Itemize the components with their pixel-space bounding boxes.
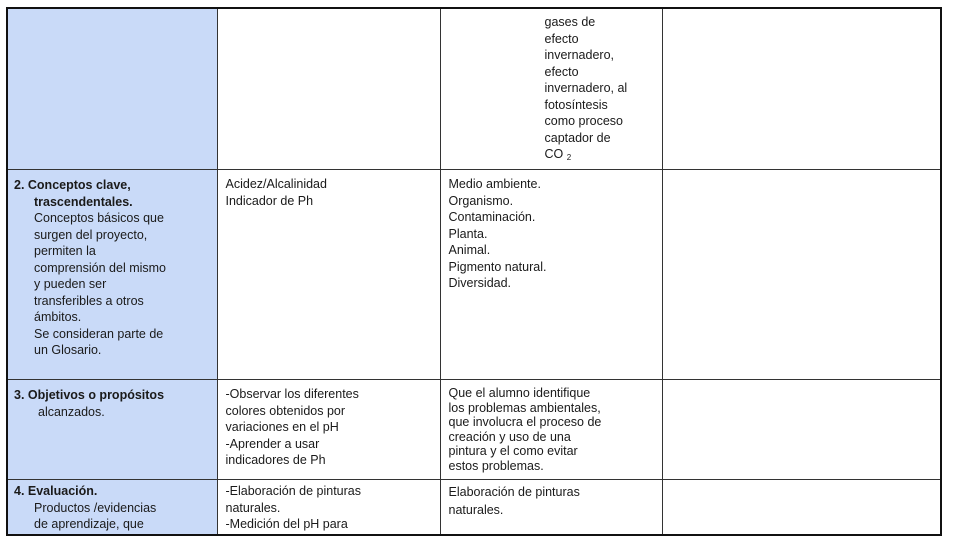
cell-line: naturales. bbox=[225, 500, 281, 515]
table-cell bbox=[217, 170, 440, 380]
cell-line: colores obtenidos por bbox=[225, 403, 346, 418]
cell-line: indicadores de Ph bbox=[225, 453, 326, 467]
cell-line: como proceso bbox=[544, 114, 624, 128]
table-cell bbox=[662, 380, 941, 480]
cell-line: Elaboración de pinturas bbox=[448, 485, 580, 499]
cell-line: variaciones en el pH bbox=[225, 420, 339, 434]
cell-line: invernadero, bbox=[544, 48, 614, 62]
table-cell bbox=[662, 8, 941, 170]
row-label-cell bbox=[7, 8, 217, 170]
cell-line: Indicador de Ph bbox=[225, 193, 314, 208]
cell-line: Organismo. bbox=[448, 193, 514, 208]
cell-line: gases de bbox=[544, 15, 596, 29]
row-description-line: Productos /evidencias bbox=[34, 500, 157, 515]
table-cell bbox=[440, 8, 662, 170]
table-cell bbox=[662, 170, 941, 380]
row-description-line: y pueden ser bbox=[34, 277, 107, 291]
cell-line: estos problemas. bbox=[448, 458, 544, 473]
cell-line: invernadero, al bbox=[544, 81, 628, 95]
cell-line: Diversidad. bbox=[448, 276, 512, 290]
co2-subscript: 2 bbox=[566, 153, 572, 162]
cell-line: captador de bbox=[544, 130, 611, 145]
table-row bbox=[7, 170, 941, 380]
table-row bbox=[7, 8, 941, 170]
cell-line: -Aprender a usar bbox=[225, 436, 320, 451]
row-description-line: un Glosario. bbox=[34, 343, 102, 357]
table-cell bbox=[440, 380, 662, 480]
cell-line: -Medición del pH para bbox=[225, 517, 348, 531]
row-title: 4. Evaluación. bbox=[14, 484, 98, 498]
cell-line: Animal. bbox=[448, 243, 491, 257]
row-description-line: Se consideran parte de bbox=[34, 326, 164, 341]
co2-text: CO bbox=[544, 147, 564, 161]
cell-line: efecto bbox=[544, 31, 579, 46]
table-cell bbox=[217, 380, 440, 480]
table-row bbox=[7, 480, 941, 536]
table-row bbox=[7, 380, 941, 480]
row-label-cell bbox=[7, 380, 217, 480]
row-title: 3. Objetivos o propósitos bbox=[14, 388, 165, 402]
cell-line: Medio ambiente. bbox=[448, 177, 541, 191]
row-title-continued: trascendentales. bbox=[34, 194, 133, 209]
greenhouse-text bbox=[441, 9, 662, 165]
project-table bbox=[6, 7, 942, 536]
row-description-line: alcanzados. bbox=[38, 404, 105, 419]
cell-line: fotosíntesis bbox=[544, 97, 608, 112]
cell-line: efecto bbox=[544, 64, 579, 79]
cell-line: Que el alumno identifique bbox=[448, 386, 591, 400]
cell-line: Planta. bbox=[448, 226, 488, 241]
row-description-line: Conceptos básicos que bbox=[34, 211, 164, 225]
table-cell bbox=[440, 480, 662, 536]
row-label-cell bbox=[7, 170, 217, 380]
table-cell bbox=[662, 480, 941, 536]
cell-line: -Elaboración de pinturas bbox=[225, 484, 361, 498]
row-title: 2. Conceptos clave, bbox=[14, 178, 131, 192]
table-cell bbox=[217, 480, 440, 536]
cell-line: Pigmento natural. bbox=[448, 259, 547, 274]
cell-line: que involucra el proceso de bbox=[448, 415, 602, 429]
cell-line: -Observar los diferentes bbox=[225, 387, 359, 401]
row-description-line: surgen del proyecto, bbox=[34, 227, 148, 242]
row-description-line: de aprendizaje, que bbox=[34, 517, 144, 531]
cell-line: creación y uso de una bbox=[448, 429, 571, 444]
row-description-line: permiten la bbox=[34, 244, 96, 258]
row-label-cell bbox=[7, 480, 217, 536]
cell-line: los problemas ambientales, bbox=[448, 400, 601, 415]
cell-line: pintura y el como evitar bbox=[448, 444, 578, 458]
co2-line bbox=[545, 146, 658, 165]
cell-line: Contaminación. bbox=[448, 210, 536, 224]
row-description-line: transferibles a otros bbox=[34, 293, 144, 308]
row-description-line: ámbitos. bbox=[34, 310, 82, 324]
cell-line: Acidez/Alcalinidad bbox=[225, 177, 327, 191]
row-description-line: comprensión del mismo bbox=[34, 260, 166, 275]
cell-line: naturales. bbox=[448, 503, 504, 517]
table-cell bbox=[440, 170, 662, 380]
table-cell bbox=[217, 8, 440, 170]
